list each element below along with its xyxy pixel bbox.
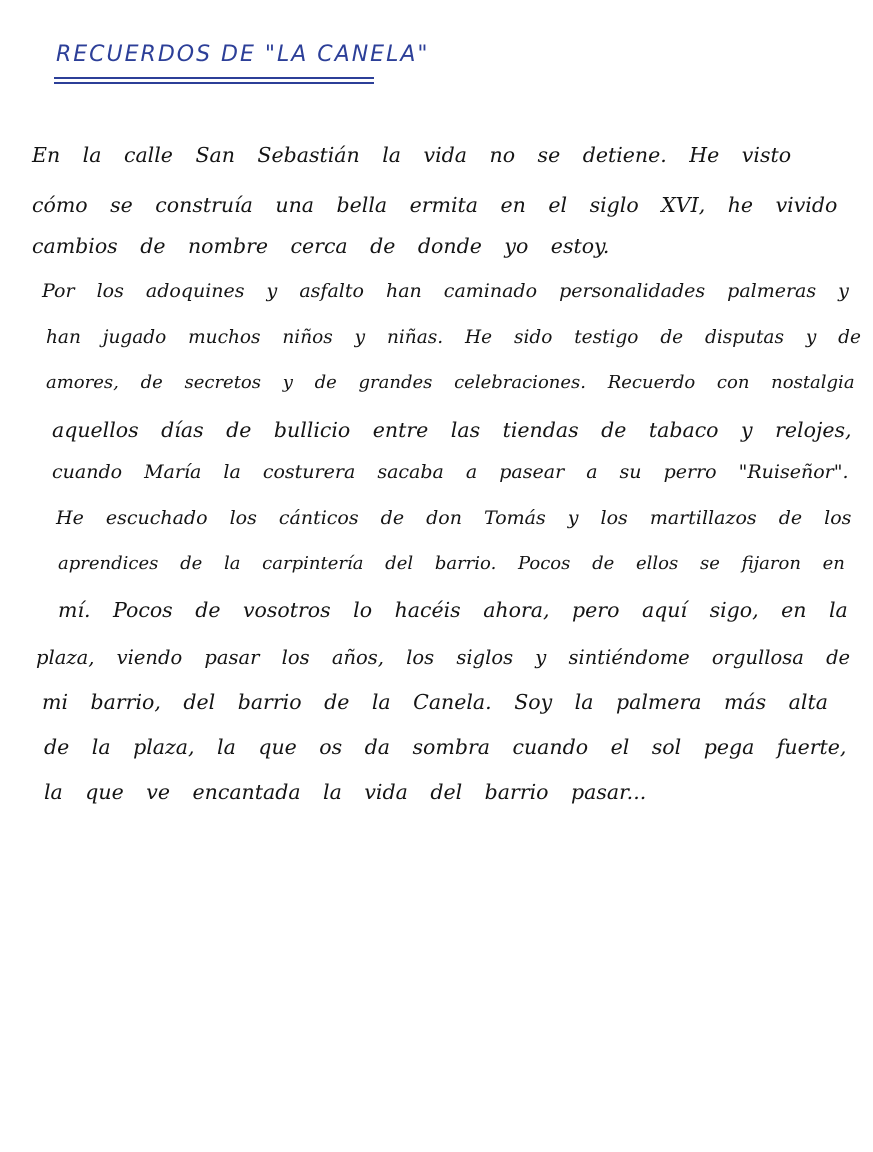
- text-line: cómo se construía una bella ermita en el siglo XVI, he vivido: [32, 193, 838, 217]
- text-line: He escuchado los cánticos de don Tomás y los martillazos de los: [56, 507, 852, 529]
- text-line: amores, de secretos y de grandes celebraciones. Recuerdo con nostalgia: [46, 372, 855, 393]
- text-line: aprendices de la carpintería del barrio. Pocos de ellos se fijaron en: [58, 553, 845, 574]
- text-line: Por los adoquines y asfalto han caminado personalidades palmeras y: [42, 280, 849, 302]
- text-line: aquellos días de bullicio entre las tiendas de tabaco y relojes,: [52, 418, 852, 442]
- text-line: plaza, viendo pasar los años, los siglos y sintiéndome orgullosa de: [36, 646, 851, 669]
- text-line: la que ve encantada la vida del barrio pasar...: [44, 780, 647, 804]
- text-line: mí. Pocos de vosotros lo hacéis ahora, pero aquí sigo, en la: [58, 598, 848, 622]
- text-line: cambios de nombre cerca de donde yo estoy.: [32, 234, 610, 258]
- text-line: cuando María la costurera sacaba a pasear a su perro "Ruiseñor".: [52, 461, 849, 483]
- text-line: mi barrio, del barrio de la Canela. Soy la palmera más alta: [42, 690, 828, 714]
- page-title: RECUERDOS DE "LA CANELA": [56, 42, 430, 67]
- text-line: En la calle San Sebastián la vida no se detiene. He visto: [32, 143, 792, 167]
- text-line: han jugado muchos niños y niñas. He sido testigo de disputas y de: [46, 327, 861, 348]
- text-line: de la plaza, la que os da sombra cuando el sol pega fuerte,: [44, 735, 847, 759]
